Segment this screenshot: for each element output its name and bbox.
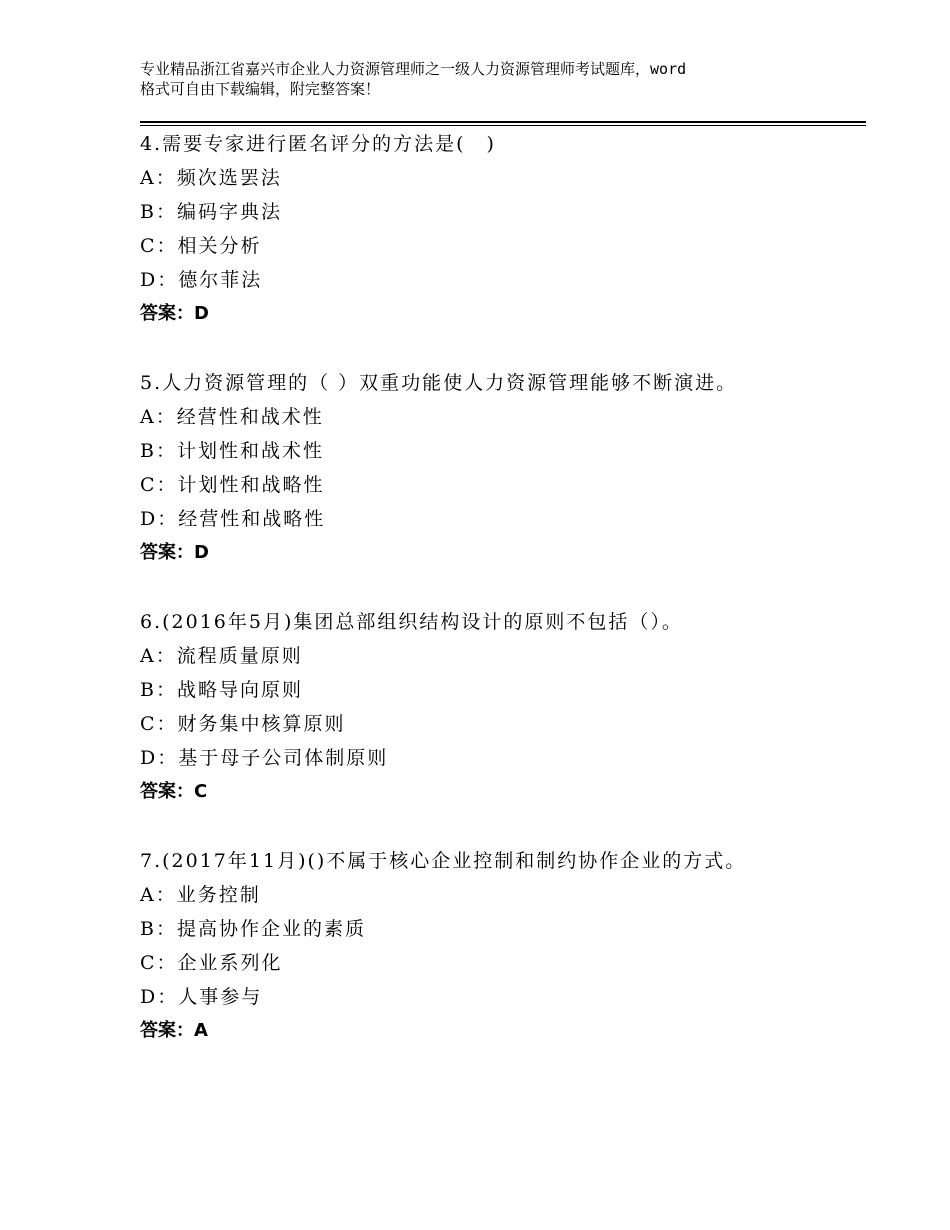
- question-text: 7.(2017年11月)()不属于核心企业控制和制约协作企业的方式。: [140, 850, 747, 872]
- answer: 答案：C: [140, 781, 208, 802]
- option-d: D：人事参与: [140, 986, 263, 1008]
- option-b: B：计划性和战术性: [140, 440, 324, 462]
- question-7: [140, 844, 860, 1048]
- question-text: 5.人力资源管理的（ ）双重功能使人力资源管理能够不断演进。: [140, 372, 738, 394]
- option-b: B：编码字典法: [140, 201, 282, 223]
- option-d: D：基于母子公司体制原则: [140, 747, 389, 769]
- option-b: B：战略导向原则: [140, 679, 303, 701]
- question-text: 4.需要专家进行匿名评分的方法是( ): [140, 133, 496, 155]
- answer: 答案：D: [140, 303, 209, 324]
- header-line-1: 专业精品浙江省嘉兴市企业人力资源管理师之一级人力资源管理师考试题库，word: [140, 60, 687, 78]
- option-c: C：企业系列化: [140, 952, 283, 974]
- option-c: C：财务集中核算原则: [140, 713, 346, 735]
- option-c: C：相关分析: [140, 235, 262, 257]
- header-line-2: 格式可自由下载编辑，附完整答案！: [140, 80, 381, 98]
- answer: 答案：A: [140, 1020, 208, 1041]
- option-b: B：提高协作企业的素质: [140, 918, 366, 940]
- question-5: [140, 366, 860, 570]
- header-divider: [140, 121, 866, 126]
- answer: 答案：D: [140, 542, 209, 563]
- option-d: D：德尔菲法: [140, 269, 263, 291]
- option-a: A：频次选罢法: [140, 167, 282, 189]
- option-d: D：经营性和战略性: [140, 508, 326, 530]
- option-a: A：经营性和战术性: [140, 406, 324, 428]
- document-header: [140, 59, 830, 99]
- question-text: 6.(2016年5月)集团总部组织结构设计的原则不包括（）。: [140, 611, 683, 633]
- question-4: [140, 127, 860, 331]
- question-6: [140, 605, 860, 809]
- option-c: C：计划性和战略性: [140, 474, 325, 496]
- option-a: A：流程质量原则: [140, 645, 303, 667]
- option-a: A：业务控制: [140, 884, 261, 906]
